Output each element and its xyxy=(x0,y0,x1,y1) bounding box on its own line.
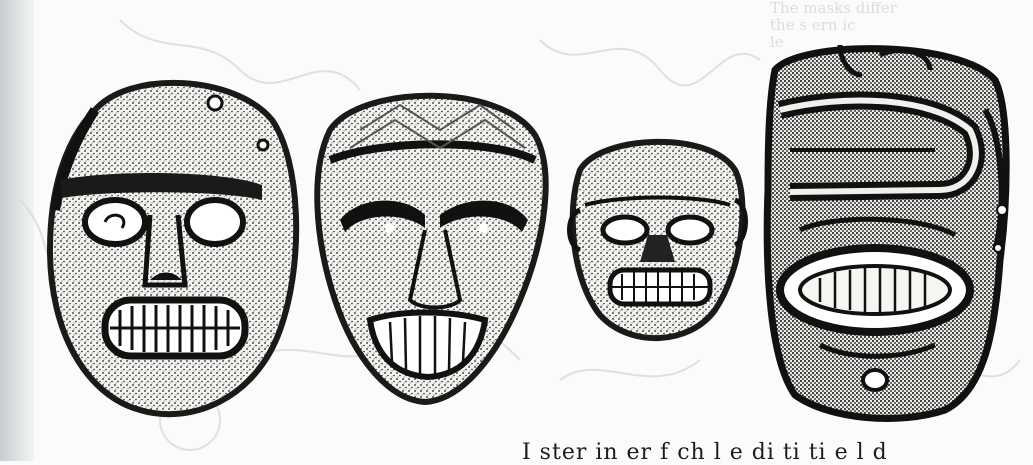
bleed-line: The masks differ xyxy=(770,0,897,17)
mask-4 xyxy=(767,45,1007,418)
mask-1 xyxy=(50,83,296,414)
mask-2 xyxy=(317,96,545,402)
caption-text-line: I ster in er f ch l e di ti ti e l d xyxy=(522,441,888,465)
bleed-line: le xyxy=(770,33,784,51)
mask-3 xyxy=(570,142,746,338)
bleed-line: the s ern ic xyxy=(770,16,856,34)
